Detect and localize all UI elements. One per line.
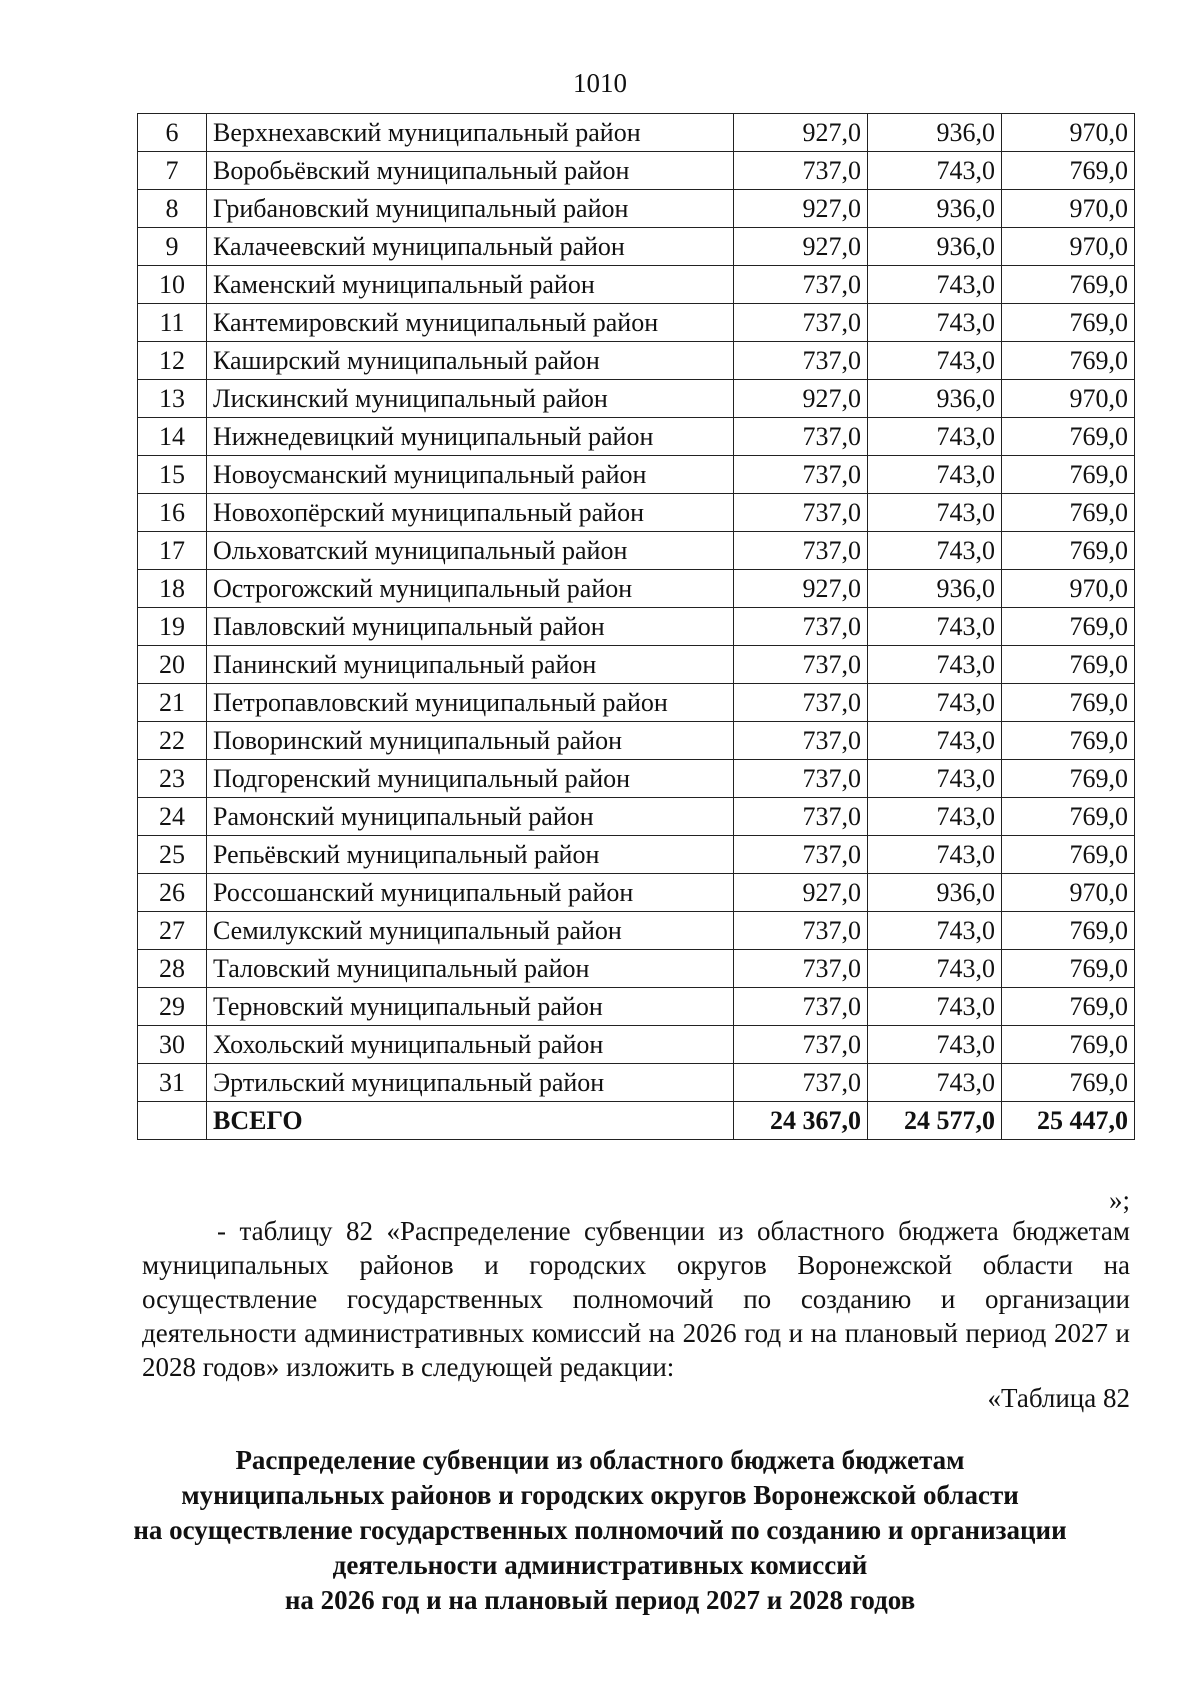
total-2027: 24 577,0 [868,1102,1002,1140]
district-name: Репьёвский муниципальный район [207,836,734,874]
value-2027: 743,0 [868,494,1002,532]
value-2028: 970,0 [1002,228,1135,266]
row-number: 7 [138,152,207,190]
value-2028: 769,0 [1002,304,1135,342]
subsidy-table [137,113,1135,1140]
table-row [138,418,1135,456]
table-row [138,722,1135,760]
value-2027: 743,0 [868,266,1002,304]
table-row [138,950,1135,988]
title-line: Распределение субвенции из областного бюджета бюджетам [235,1445,965,1475]
value-2026: 927,0 [734,228,868,266]
district-name: Воробьёвский муниципальный район [207,152,734,190]
value-2027: 743,0 [868,798,1002,836]
district-name: Ольховатский муниципальный район [207,532,734,570]
row-number: 16 [138,494,207,532]
value-2028: 769,0 [1002,152,1135,190]
value-2026: 737,0 [734,760,868,798]
value-2026: 737,0 [734,836,868,874]
title-line: на 2026 год и на плановый период 2027 и 2028 годов [284,1585,916,1615]
row-number: 30 [138,1026,207,1064]
table-row [138,1026,1135,1064]
district-name: Петропавловский муниципальный район [207,684,734,722]
value-2028: 769,0 [1002,646,1135,684]
row-number: 26 [138,874,207,912]
row-number: 20 [138,646,207,684]
table-row [138,152,1135,190]
value-2027: 743,0 [868,152,1002,190]
amendment-paragraph: - таблицу 82 «Распределение субвенции из областного бюджета бюджетам муниципальных районов и городских округов Воронежской области на осуществление государственных полномочий по созданию и организации деятельности административных комиссий на 2026 год и на плановый период 2027 и 2028 годов» изложить в следующей редакции: [142,1216,1130,1382]
table-row [138,380,1135,418]
value-2026: 737,0 [734,646,868,684]
value-2028: 769,0 [1002,760,1135,798]
value-2028: 769,0 [1002,722,1135,760]
table-row [138,1064,1135,1102]
row-number: 28 [138,950,207,988]
value-2026: 737,0 [734,988,868,1026]
table-row [138,912,1135,950]
row-number: 14 [138,418,207,456]
value-2026: 927,0 [734,570,868,608]
district-name: Рамонский муниципальный район [207,798,734,836]
value-2026: 737,0 [734,494,868,532]
value-2026: 737,0 [734,684,868,722]
district-name: Каменский муниципальный район [207,266,734,304]
district-name: Новоусманский муниципальный район [207,456,734,494]
district-name: Поворинский муниципальный район [207,722,734,760]
value-2027: 936,0 [868,228,1002,266]
district-name: Калачеевский муниципальный район [207,228,734,266]
value-2028: 769,0 [1002,798,1135,836]
title-line: муниципальных районов и городских округов Воронежской области [181,1480,1019,1510]
district-name: Кантемировский муниципальный район [207,304,734,342]
value-2026: 737,0 [734,950,868,988]
value-2027: 743,0 [868,418,1002,456]
value-2028: 769,0 [1002,456,1135,494]
district-name: Павловский муниципальный район [207,608,734,646]
value-2028: 970,0 [1002,874,1135,912]
table-row [138,228,1135,266]
row-number: 18 [138,570,207,608]
value-2026: 737,0 [734,342,868,380]
closing-quote: »; [1108,1185,1130,1215]
value-2026: 737,0 [734,304,868,342]
value-2028: 769,0 [1002,494,1135,532]
row-number: 22 [138,722,207,760]
value-2026: 737,0 [734,456,868,494]
row-number: 17 [138,532,207,570]
value-2028: 769,0 [1002,912,1135,950]
row-number: 23 [138,760,207,798]
table-row [138,646,1135,684]
district-name: Семилукский муниципальный район [207,912,734,950]
district-name: Подгоренский муниципальный район [207,760,734,798]
title-line: деятельности административных комиссий [332,1550,868,1580]
row-number: 13 [138,380,207,418]
table-row [138,190,1135,228]
table-row [138,988,1135,1026]
row-number: 31 [138,1064,207,1102]
table-row [138,874,1135,912]
row-number: 21 [138,684,207,722]
value-2027: 743,0 [868,1064,1002,1102]
table-row [138,836,1135,874]
value-2028: 970,0 [1002,114,1135,152]
table-row [138,456,1135,494]
value-2027: 743,0 [868,342,1002,380]
district-name: Нижнедевицкий муниципальный район [207,418,734,456]
district-name: Грибановский муниципальный район [207,190,734,228]
value-2026: 737,0 [734,722,868,760]
district-name: Острогожский муниципальный район [207,570,734,608]
row-number: 24 [138,798,207,836]
total-2026: 24 367,0 [734,1102,868,1140]
district-name: Хохольский муниципальный район [207,1026,734,1064]
table-row [138,304,1135,342]
row-number: 19 [138,608,207,646]
district-name: Россошанский муниципальный район [207,874,734,912]
row-number: 15 [138,456,207,494]
table-row [138,608,1135,646]
value-2026: 737,0 [734,912,868,950]
district-name: Терновский муниципальный район [207,988,734,1026]
value-2027: 743,0 [868,456,1002,494]
row-number: 25 [138,836,207,874]
value-2027: 743,0 [868,684,1002,722]
value-2026: 737,0 [734,1064,868,1102]
district-name: Панинский муниципальный район [207,646,734,684]
value-2027: 743,0 [868,836,1002,874]
table-row [138,798,1135,836]
table-body [138,114,1135,1140]
value-2028: 769,0 [1002,608,1135,646]
table-label: «Таблица 82 [987,1383,1130,1413]
total-2028: 25 447,0 [1002,1102,1135,1140]
value-2026: 737,0 [734,798,868,836]
table-row [138,494,1135,532]
value-2028: 769,0 [1002,1026,1135,1064]
value-2027: 936,0 [868,380,1002,418]
value-2028: 769,0 [1002,1064,1135,1102]
table-row [138,532,1135,570]
value-2027: 936,0 [868,190,1002,228]
total-row [138,1102,1135,1140]
table-row [138,342,1135,380]
value-2026: 927,0 [734,380,868,418]
value-2027: 936,0 [868,114,1002,152]
total-num-cell [138,1102,207,1140]
value-2028: 769,0 [1002,266,1135,304]
district-name: Верхнехавский муниципальный район [207,114,734,152]
value-2028: 769,0 [1002,684,1135,722]
value-2028: 970,0 [1002,570,1135,608]
value-2026: 927,0 [734,190,868,228]
value-2028: 769,0 [1002,342,1135,380]
value-2026: 737,0 [734,152,868,190]
title-line: на осуществление государственных полномочий по созданию и организации [133,1515,1067,1545]
district-name: Лискинский муниципальный район [207,380,734,418]
value-2026: 927,0 [734,114,868,152]
value-2028: 970,0 [1002,380,1135,418]
row-number: 6 [138,114,207,152]
value-2028: 769,0 [1002,532,1135,570]
document-title [100,1443,1100,1618]
value-2026: 737,0 [734,532,868,570]
district-name: Новохопёрский муниципальный район [207,494,734,532]
value-2026: 737,0 [734,418,868,456]
district-name: Каширский муниципальный район [207,342,734,380]
row-number: 8 [138,190,207,228]
value-2028: 769,0 [1002,988,1135,1026]
district-name: Таловский муниципальный район [207,950,734,988]
page-number: 1010 [573,68,627,98]
value-2028: 769,0 [1002,836,1135,874]
value-2027: 743,0 [868,760,1002,798]
table-row [138,570,1135,608]
value-2027: 936,0 [868,874,1002,912]
value-2027: 743,0 [868,646,1002,684]
value-2027: 743,0 [868,608,1002,646]
table-row [138,760,1135,798]
district-name: Эртильский муниципальный район [207,1064,734,1102]
value-2026: 927,0 [734,874,868,912]
total-label: ВСЕГО [207,1102,734,1140]
value-2027: 743,0 [868,304,1002,342]
value-2028: 970,0 [1002,190,1135,228]
row-number: 10 [138,266,207,304]
row-number: 12 [138,342,207,380]
table-row [138,266,1135,304]
value-2027: 743,0 [868,1026,1002,1064]
value-2027: 743,0 [868,532,1002,570]
value-2027: 743,0 [868,988,1002,1026]
value-2026: 737,0 [734,1026,868,1064]
row-number: 29 [138,988,207,1026]
value-2027: 743,0 [868,912,1002,950]
row-number: 11 [138,304,207,342]
value-2026: 737,0 [734,266,868,304]
value-2027: 743,0 [868,722,1002,760]
table-row [138,114,1135,152]
value-2026: 737,0 [734,608,868,646]
value-2027: 743,0 [868,950,1002,988]
table-row [138,684,1135,722]
value-2028: 769,0 [1002,950,1135,988]
row-number: 27 [138,912,207,950]
value-2028: 769,0 [1002,418,1135,456]
value-2027: 936,0 [868,570,1002,608]
row-number: 9 [138,228,207,266]
